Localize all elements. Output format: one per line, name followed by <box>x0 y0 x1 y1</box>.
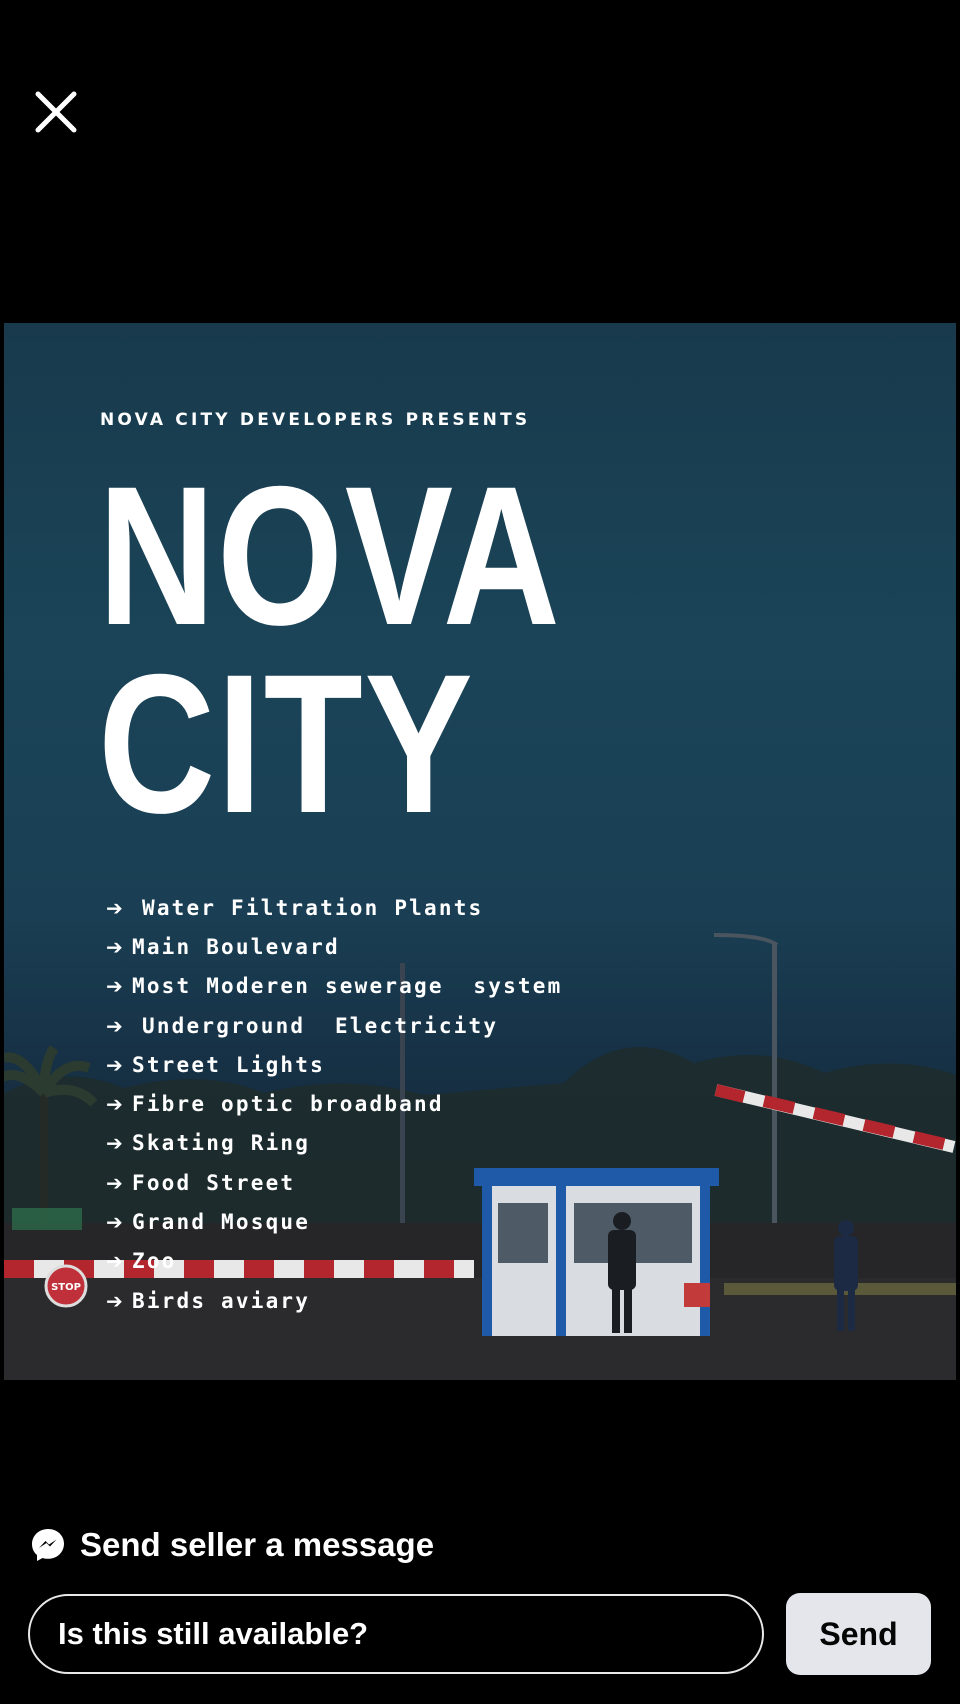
amenity-label: Food Street <box>132 1170 296 1195</box>
amenities-list <box>106 888 562 1320</box>
amenity-label: Main Boulevard <box>132 934 340 959</box>
arrow-icon: ➔ <box>106 1249 123 1274</box>
arrow-icon: ➔ <box>106 974 123 999</box>
amenity-item <box>106 1084 562 1123</box>
amenity-item <box>106 888 562 927</box>
arrow-icon: ➔ <box>106 1052 123 1077</box>
send-seller-message-label: Send seller a message <box>80 1526 435 1563</box>
amenity-label: Underground Electricity <box>142 1013 499 1038</box>
stop-sign-text: STOP <box>51 1282 81 1293</box>
headline-line-1: NOVA <box>98 445 562 666</box>
amenity-label: Birds aviary <box>132 1288 311 1313</box>
amenity-label: Fibre optic broadband <box>132 1092 444 1117</box>
arrow-icon: ➔ <box>106 1092 123 1117</box>
arrow-icon: ➔ <box>106 1170 123 1195</box>
send-seller-message-header <box>30 1525 434 1565</box>
amenity-label: Skating Ring <box>132 1131 311 1156</box>
amenity-label: Water Filtration Plants <box>142 895 484 920</box>
amenity-label: Street Lights <box>132 1052 325 1077</box>
amenity-label: Most Moderen sewerage system <box>132 974 563 999</box>
amenity-label: Grand Mosque <box>132 1210 311 1235</box>
close-icon <box>28 84 84 140</box>
presents-caption: NOVA CITY DEVELOPERS PRESENTS <box>100 410 531 430</box>
messenger-icon <box>30 1527 66 1563</box>
amenity-item <box>106 1163 562 1202</box>
amenity-item <box>106 927 562 966</box>
arrow-icon: ➔ <box>106 934 123 959</box>
amenity-item <box>106 1045 562 1084</box>
arrow-icon: ➔ <box>106 1288 123 1313</box>
arrow-icon: ➔ <box>106 1210 123 1235</box>
arrow-icon: ➔ <box>106 1013 123 1038</box>
amenity-item <box>106 1281 562 1320</box>
headline-title <box>98 445 562 854</box>
close-button[interactable] <box>28 84 84 140</box>
headline-line-2: CITY <box>98 633 475 854</box>
amenity-item <box>106 1202 562 1241</box>
arrow-icon: ➔ <box>106 895 123 920</box>
arrow-icon: ➔ <box>106 1131 123 1156</box>
amenity-item <box>106 967 562 1006</box>
message-input[interactable] <box>28 1594 764 1674</box>
amenity-item <box>106 1124 562 1163</box>
amenity-item <box>106 1242 562 1281</box>
amenity-item <box>106 1006 562 1045</box>
send-button[interactable]: Send <box>786 1593 931 1675</box>
amenity-label: Zoo <box>132 1249 177 1274</box>
